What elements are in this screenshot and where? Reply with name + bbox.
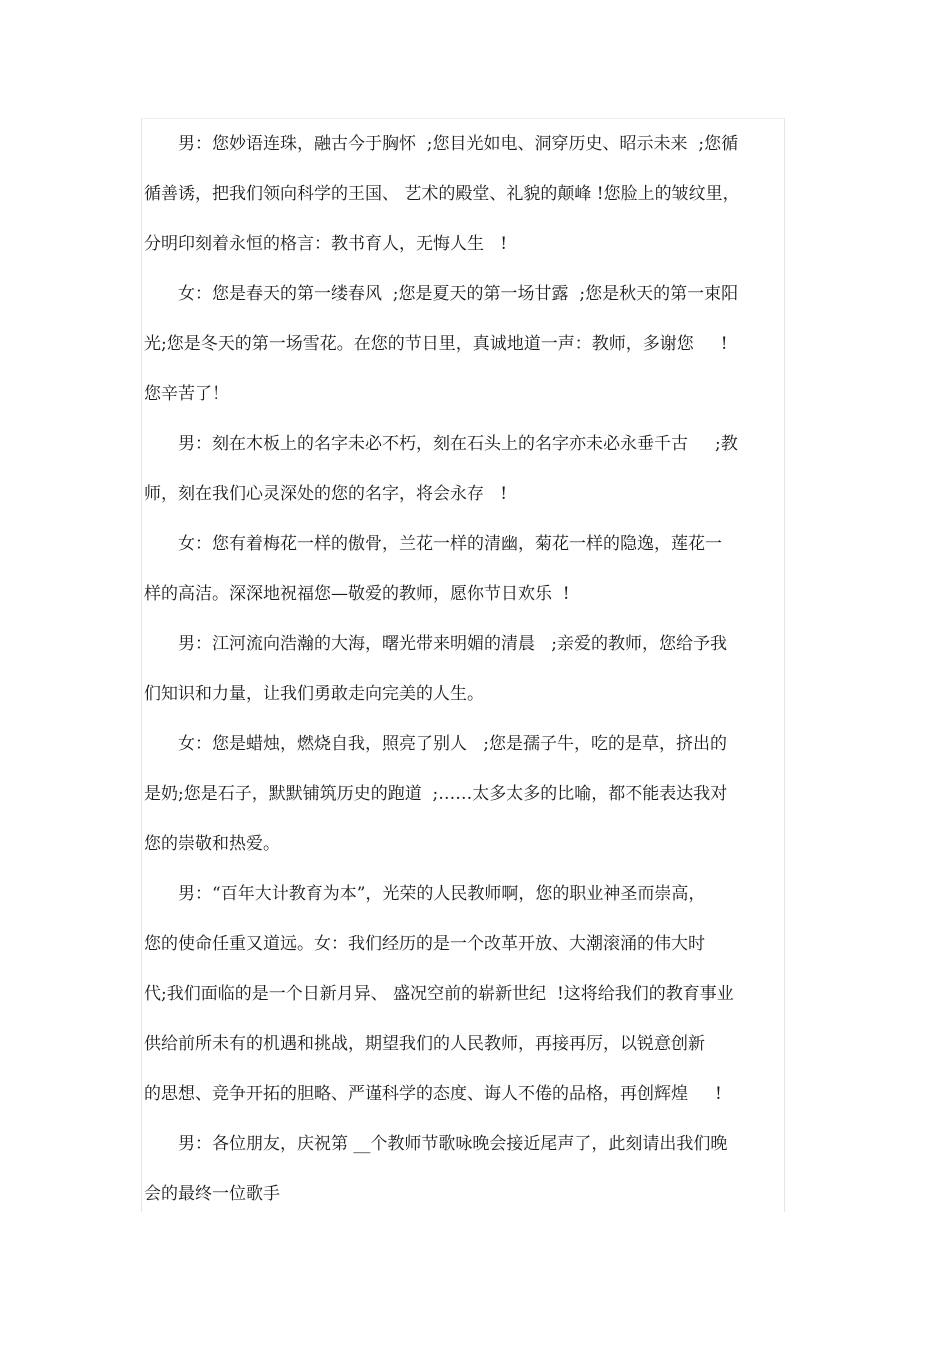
- text-line: 男：江河流向浩瀚的大海，曙光带来明媚的清晨 ;亲爱的教师，您给予我: [178, 634, 727, 654]
- text-line: 师，刻在我们心灵深处的您的名字，将会永存 !: [144, 484, 508, 504]
- text-line: 光;您是冬天的第一场雪花。在您的节日里，真诚地道一声：教师，多谢您 !: [144, 334, 728, 354]
- text-line: 您的使命任重又道远。女：我们经历的是一个改革开放、大潮滚涌的伟大时: [144, 934, 705, 954]
- text-line: 是奶;您是石子，默默铺筑历史的跑道 ;……太多太多的比喻，都不能表达我对: [144, 784, 728, 804]
- text-line: 供给前所未有的机遇和挑战，期望我们的人民教师，再接再厉，以锐意创新: [144, 1034, 705, 1054]
- text-line: 男：刻在木板上的名字未必不朽，刻在石头上的名字亦未必永垂千古 ;教: [178, 434, 738, 454]
- text-line: 男：您妙语连珠，融古今于胸怀 ;您目光如电、洞穿历史、昭示未来 ;您循: [178, 134, 739, 154]
- text-line: 们知识和力量，让我们勇敢走向完美的人生。: [144, 684, 484, 704]
- text-line: 您的崇敬和热爱。: [144, 834, 280, 854]
- text-line: 您辛苦了！: [144, 384, 229, 404]
- text-line: 女：您是春天的第一缕春风 ;您是夏天的第一场甘露 ;您是秋天的第一束阳: [178, 284, 739, 304]
- text-line: 男：“百年大计教育为本”，光荣的人民教师啊，您的职业神圣而崇高，: [178, 884, 706, 904]
- text-line: 女：您有着梅花一样的傲骨，兰花一样的清幽，菊花一样的隐逸，莲花一: [178, 534, 722, 554]
- text-line: 女：您是蜡烛，燃烧自我，照亮了别人 ;您是孺子牛，吃的是草，挤出的: [178, 734, 727, 754]
- text-line: 循善诱，把我们领向科学的王国、 艺术的殿堂、礼貌的颠峰 !您脸上的皱纹里，: [144, 184, 740, 204]
- text-line: 男：各位朋友，庆祝第 __个教师节歌咏晚会接近尾声了，此刻请出我们晚: [178, 1134, 728, 1154]
- text-line: 样的高洁。深深地祝福您—敬爱的教师，愿你节日欢乐 !: [144, 584, 570, 604]
- text-line: 代;我们面临的是一个日新月异、 盛况空前的崭新世纪 !这将给我们的教育事业: [144, 984, 734, 1004]
- text-line: 的思想、竞争开拓的胆略、严谨科学的态度、诲人不倦的品格，再创辉煌 !: [144, 1084, 722, 1104]
- text-line: 会的最终一位歌手: [144, 1184, 280, 1204]
- text-line: 分明印刻着永恒的格言：教书育人，无悔人生 !: [144, 234, 508, 254]
